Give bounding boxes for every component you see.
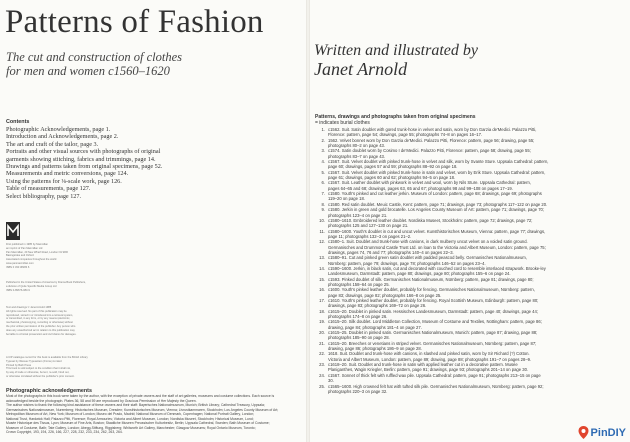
specimen-description: c1580–1600. Youth's doublet in cut and uncut velvet. Kunsthistorisches Museum, Vienna: pattern, page 77; drawings, [328, 228, 546, 234]
specimen-description: Planiganthes, Wagin Kriegler, Berlin: pattern, page 91; drawings, page 93; photographs 201–14 on page 30. [328, 367, 529, 373]
list-heading-line: Patterns, drawings and photographs taken from original specimens [315, 114, 476, 120]
specimen-number: 13. [319, 255, 325, 261]
right-page [310, 0, 630, 442]
specimen-number: 2. [321, 137, 325, 143]
publisher-line: ISBN 0 333 38284 6 [6, 265, 30, 269]
specimen-description: c1615–20. Breeches or venetians in striped velvet. Germanisches Nationalmuseum, Nürnberg: pattern, page 87; [328, 340, 537, 346]
publisher-logo-icon [6, 222, 20, 240]
specimen-description: 1618. Suit. Doublet and trunk-hose with canions, in slashed and pinked satin, worn by Sir Richard (?) Cotton. [328, 351, 530, 357]
specimen-description: c1618–20. Suit. Doublet and trunk-hose in satin with applied leather cut in a decorative pattern. Musée [328, 362, 518, 368]
photo-ack-line: Metropolitan Museum of Art, New York; Museum of London; Museo del Prado, Madrid; National Museum of Denmark, Copenhagen; National Portrait Gallery, London; [6, 412, 255, 416]
subtitle-line: for men and women c1560–1620 [6, 64, 170, 78]
specimen-description: c1580. Red satin doublet. Meuic Castle, Kent: pattern, page 71; drawings, page 73; photographs 117–122 on page 20. [328, 201, 548, 207]
specimen-description: c1565–1600. High crowned felt hat with tufted silk pile. Germanisches Nationalmuseum, Nürnberg: pattern, page 92; [328, 383, 544, 389]
book-subtitle [6, 50, 182, 78]
specimen-list-heading [315, 114, 476, 126]
contents-list [6, 126, 201, 200]
contents-entry: Introduction and Acknowledgements, page 2. [6, 133, 119, 141]
contents-heading: Contents [6, 119, 30, 125]
specimen-number: 25. [319, 383, 325, 389]
specimen-description: drawing, page 84; photographs 181–4 on page 27. [328, 324, 422, 330]
copyright-line: be liable to criminal prosecution and civil claims for damages. [6, 332, 77, 336]
left-page [0, 0, 306, 442]
specimen-number: 16. [319, 287, 325, 293]
specimen-number: 6. [321, 180, 325, 186]
specimen-description: drawings, page 83; photographs 169–72 on page 26. [328, 303, 427, 309]
specimen-number: 3. [321, 148, 325, 154]
specimen-description: c1580–91. Cut and pinked green satin doublet with padded peascod belly. Germanisches Nationalmuseum, [328, 255, 527, 261]
specimen-description: c1590–1600. Jerkin, in black satin, cut and decorated with couched cord to resemble interlaced strapwork. Brooke-ley [328, 265, 546, 271]
specimen-number: 5. [321, 169, 325, 175]
publisher-line: Published in the United States of America by Drama Book Publishers, [6, 281, 86, 284]
photo-ack-line: Crown Copyright, 193, 194, 226, 166, 227, 228, 232, 233, 234, 262, 263, 264. [6, 430, 123, 434]
specimen-description: c1615–20. Silk doublet. Lord Middleton Collection, Museum of Costume and Textiles, Nottingham: pattern, page 86; [328, 319, 542, 325]
us-edition-details [6, 281, 98, 292]
contents-entry: Using the patterns for ⅛-scale work, page 126. [6, 177, 122, 185]
specimen-description: photographs 174–8 on page 26. [328, 314, 388, 320]
printing-line: or otherwise circulated without the publisher's prior consent. [6, 374, 75, 378]
publisher-line: a division of Quite Specific Media Group Ltd [6, 284, 57, 288]
specimen-number [315, 389, 328, 394]
publisher-line: First published in 1985 by Macmillan [6, 243, 48, 246]
copyright-line: the prior written permission of the publisher. Any person who [6, 324, 76, 328]
specimen-description: c1562. Suit. Satin doublet with gored trunk-hose in velvet and satin, worn by Don Garzia de'Medici. Palazzo Pitti, [328, 127, 537, 132]
specimen-description: page 61; drawings, pages 60 and 62; photographs 94–5 on page 18. [328, 175, 456, 181]
specimen-description: c1593. Pinked doublet of silk. Germanisches Nationalmuseum, Nürnberg: pattern, page 81; drawings, page 80; [328, 276, 534, 282]
photo-ack-text [6, 394, 302, 435]
copyright-line: or transmitted, in any form, or by any means (electronic, [6, 317, 71, 321]
specimen-description: 30. [328, 378, 334, 384]
copyright-line: All rights reserved. No part of this publication may be [6, 309, 67, 313]
photo-ack-line: acknowledged beside the photograph. Plates 36, 58 and 59 are reproduced by Gracious Permission of Her Majesty the Queen. [6, 398, 197, 403]
specimen-description: c1600. Youth's pinked leather doublet, probably for fencing. Germanisches Nationalmuseum, Nürnberg: pattern, [328, 287, 535, 293]
specimen-description: photographs 185–90 on page 28. [328, 335, 390, 341]
specimen-description: Victoria and Albert Museum, London: pattern, page 89; drawing, page 88; photographs 191–7 on pages 28–9. [328, 356, 532, 362]
photo-ack-line: National Trust, Hardwick Hall; Palazzo Pitti, Florence; Royal Armouries; Victoria and Albert Museum, London; Nordiska Museet, Stockholm; Historical Museum, Lund; [6, 416, 254, 421]
specimen-number: 14. [319, 265, 325, 271]
publisher-line: Associated companies throughout the world [6, 258, 57, 262]
author-byline [314, 41, 478, 79]
printing-line: This book is sold subject to the condition that it shall not, [6, 367, 71, 371]
specimen-description: Germanisches and Drummond Castle Trust Ltd. on loan to the Victoria and Albert Museum, London: pattern, page 75; [328, 244, 546, 250]
book-title: Patterns of Fashion [5, 4, 264, 40]
photo-ack-line: The author wishes to thank the following kind assistance of these owners and their staff: Bayerisches Nationalmuseum, Munich; British Library; Cathedral Treasury, Uppsala; [6, 403, 265, 407]
byline-line: Written and illustrated by [314, 42, 478, 59]
specimen-description: Nürnberg: pattern, page 79; drawings, page 78; photographs 146–52 on pages 23–4. [328, 260, 486, 266]
specimen-description: c1615–25. Doublet in pinked satin. Germanisches Nationalmuseum, Munich: pattern, page 87; drawing, page 88; [328, 330, 538, 336]
copyright-line: Text and drawings © Janet Arnold 1985 [6, 306, 52, 309]
contents-entry: Measurements and metric conversions, page 124. [6, 170, 129, 178]
pindiy-logo-icon [578, 426, 589, 439]
contents-entry: Portraits and other visual sources with photographs of original [6, 148, 161, 156]
copyright-notice [6, 306, 116, 336]
specimen-description: photographs 123–4 on page 21. [328, 212, 388, 218]
specimen-description: c1567. Suit. Velvet doublet with pinked trunk-hose in satin and velvet, worn by Erik Sture. Uppsala Cathedral: pattern, [328, 169, 546, 175]
printing-line: Typeset by Wessex Typesetters (Frome) Limited [6, 359, 62, 363]
contents-entry: The art and craft of the tailor, page 3. [6, 140, 99, 148]
printing-line: by way of trade or otherwise, be lent, re-sold, hired out, [6, 371, 70, 375]
subtitle-line: The cut and construction of clothes [6, 50, 183, 64]
specimen-description: drawing, page 86; photographs 186–9 on page 28. [328, 346, 422, 352]
specimen-description: c1580. Youth's pinked and cut leather jerkin. Museum of London: pattern, page 68; drawings, page 69; photographs [328, 191, 542, 197]
specimen-description: Landesmuseum, Darmstadt: pattern, page 80; drawings, page 80; photographs 155–6 on page 24. [328, 271, 511, 277]
contents-entry: garments showing stitching, fabrics and trimmings, page 14. [6, 155, 156, 163]
specimen-list [315, 127, 623, 394]
specimen-description: c1567. Suit. Leather doublet with pinkwork in velvet and wool, worn by Nils Sture. Uppsala Cathedral: pattern, [328, 180, 531, 186]
watermark-text: PinDIY [590, 426, 626, 439]
specimen-number: 17. [319, 298, 325, 303]
specimen-number: 22. [319, 351, 325, 357]
specimen-description: c1580–1610. Embroidered leather doublet. Nordiska Museet, Stockholm: pattern, page 72; drawings, page 72; [328, 217, 533, 223]
printing-line: A CIP catalogue record for this book is available from the British Library [6, 356, 88, 359]
specimen-description: page 60; drawings, pages 57 and 59; photographs 88–92 on page 18. [328, 164, 458, 170]
specimen-description: c1580. Jerkin in green and gold brocatelle. Los Angeles County Museum of Art: pattern, page 71; drawings, page 70; [328, 207, 545, 213]
specimen-description: Florence: pattern, page 54; drawings, page 55; photographs 74–8 on pages 16–17. [328, 132, 483, 138]
photo-ack-line: Germanisches Nationalmuseum, Nuremberg; Historisches Museum, Dresden; Kunsthistorisches Museum, Vienna; Livrustkammaren, Stockholm; Los Angeles County Museum of Art; [6, 407, 279, 412]
printing-line: Printed by Bath Press [6, 363, 32, 367]
specimen-list-item [315, 389, 623, 394]
specimen-description: pages 64–65 and 68; drawings, pages 63, 65 and 67; photographs 98 and 99–108 on pages 17–19. [328, 185, 513, 191]
specimen-number: 7. [321, 191, 325, 197]
specimen-number: 24. [319, 372, 325, 378]
specimen-description: c1567. Sonnet of thick felt with ruffled wax pile. Uppsala Cathedral: pattern, page 91; photographs 213–15 on page [328, 372, 541, 378]
specimen-description: photographs 80–2 on page 43. [328, 143, 386, 149]
contents-entry: Select bibliography, page 127. [6, 192, 82, 200]
specimen-description: photographs 220–3 on page 32. [328, 388, 388, 394]
specimen-description: drawings, pages 74, 76 and 77; photographs 140–4 on pages 22–3. [328, 249, 454, 255]
specimen-description: 119–20 on page 18. [328, 196, 365, 202]
author-name: Janet Arnold [314, 59, 408, 79]
specimen-description: page 83; drawings, page 82; photographs 166–8 on page 25. [328, 292, 442, 298]
specimen-description: c1580–1. Suit. Doublet and trunk-hose with canions, in dark mulberry uncut velvet on a voided satin ground. [328, 239, 528, 245]
specimen-number: 4. [321, 159, 325, 165]
publisher-details [6, 243, 98, 270]
specimen-number: 10. [319, 217, 325, 223]
copyright-line: mechanical, photocopying, recording or otherwise) without [6, 321, 73, 325]
specimen-description: c1567. Suit. Velvet doublet with pinked trunk-hose in velvet and silk, worn by Svante Sture. Uppsala Cathedral: pattern, [328, 159, 549, 165]
photo-ack-line: Museum of Costume, Bath; Tate Gallery, London; Abegg-Stiftung, Riggisberg; Whitworth Art Gallery, Manchester; Glasgow Museums; Royal Ontario Museum, Toronto; [6, 425, 256, 430]
copyright-line: does any unauthorized act in relation to this publication may [6, 328, 75, 332]
specimen-number: 12. [319, 239, 325, 245]
specimen-description: c1574. Satin doublet worn by Cosimo I de'Medici. Palazzo Pitti, Florence: pattern, page 58; drawing, page 55; [328, 148, 531, 154]
specimen-description: page 11; photographs 132–3 on pages 21–2. [328, 233, 412, 239]
publisher-line: www.panmacmillan.com [6, 261, 34, 265]
specimen-number: 23. [319, 362, 325, 368]
specimen-description: c1615–20. Doublet in pinked satin. Hessisches Landesmuseum, Darmstadt: pattern, page 40; drawings, page 44; [328, 308, 538, 314]
specimen-number: 18. [319, 308, 325, 314]
specimen-description: photographs 83–7 on page 43. [328, 153, 386, 159]
list-heading-note: = indicates burial clothes [315, 120, 370, 126]
specimen-number: 11. [319, 228, 325, 234]
contents-entry: Table of measurements, page 127. [6, 185, 91, 193]
photo-ack-heading: Photographic acknowledgements [6, 388, 92, 394]
printing-notice [6, 356, 116, 379]
specimen-description: c1610. Youth's pinked leather doublet, probably for fencing. Royal Scottish Museum, Edinburgh: pattern, page 80; [328, 298, 539, 303]
publisher-line: an imprint of Pan Macmillan Ltd [6, 246, 43, 250]
specimen-number: 19. [319, 319, 325, 325]
specimen-number: 9. [321, 207, 325, 213]
photo-ack-line: Most of the photographs in this book were taken by the author, with the exception of private owners and the staff of art galleries, museums and costume collections. Each source is [6, 394, 275, 398]
specimen-description: 1562. Velvet bonnet worn by Don Garzia de'Medici. Palazzo Pitti, Florence: pattern, page 56; drawing, page 55; [328, 137, 535, 143]
specimen-number: 15. [319, 276, 325, 282]
publisher-line: Pan Macmillan, 20 New Wharf Road, London N1 9RR [6, 250, 68, 254]
photo-ack-line: Musée Historique des Tissus, Lyon; Museum of Fine Arts, Boston; Staatliche Museen Preussischer Kulturbesitz, Berlin; Uppsala Cathedral, Sweden; Bath Museum of Costume; [6, 421, 270, 425]
contents-entry: Photographic Acknowledgements, page 1. [6, 126, 111, 133]
copyright-line: reproduced, stored in or introduced into a retrieval system, [6, 313, 74, 317]
watermark [578, 426, 626, 439]
specimen-number: 20. [319, 330, 325, 336]
specimen-number: 1. [321, 127, 325, 132]
contents-entry: Drawings and patterns taken from original specimens, page 52. [6, 163, 163, 171]
specimen-description: photographs 125 and 127–130 on page 21. [328, 223, 409, 229]
specimen-number: 21. [319, 340, 325, 346]
specimen-number: 8. [321, 201, 325, 207]
specimen-description: photographs 158–64 on page 25. [328, 281, 390, 287]
publisher-line: ISBN 0-89676-083-9 [6, 288, 30, 292]
publisher-line: Basingstoke and Oxford [6, 254, 34, 258]
